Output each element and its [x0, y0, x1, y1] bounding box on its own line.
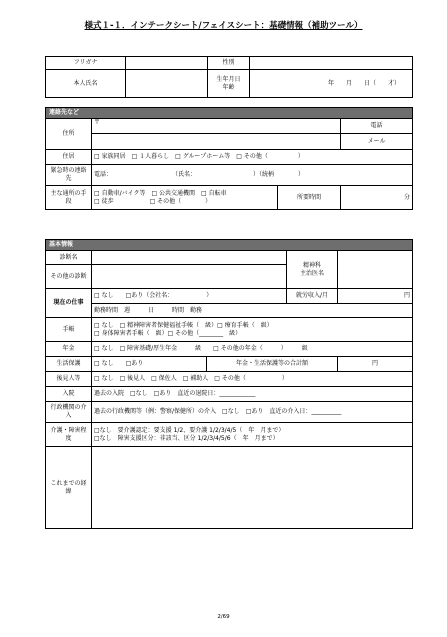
work-hours-field[interactable]: 勤務時間 週 日 時間 勤務	[92, 304, 413, 318]
care-line-2: □なし 障害支援区分：非該当、区分 1/2/3/4/5/6（ 年 月まで）	[94, 434, 279, 442]
job-options[interactable]: □ なし □あり（会社名： ）	[92, 289, 287, 304]
basic-info-table	[45, 239, 413, 529]
contact-section-header: 連絡先など	[46, 108, 413, 119]
psychiatry-label: 精神科	[302, 261, 321, 269]
pension-label: 年金	[46, 342, 92, 357]
income-label: 就労収入/月	[287, 289, 338, 304]
residence-label: 住居	[46, 150, 92, 165]
total-amount-label: 年金・生活保護等の合計額	[207, 357, 338, 372]
commute-line-1: □ 自動車/バイク等 □ 公共交通機関 □ 自転車	[94, 189, 227, 197]
required-time-label: 所要時間	[278, 186, 341, 210]
phone-label: 電話	[341, 119, 413, 134]
care-options[interactable]	[92, 423, 413, 447]
care-line-1: □なし 要介護認定：要支援 1/2、要介護 1/2/3/4/5（ 年 月まで）	[94, 426, 285, 434]
handbook-options[interactable]	[92, 318, 413, 342]
contact-table	[45, 107, 413, 210]
gender-field[interactable]	[250, 57, 413, 70]
doctor-field[interactable]	[338, 251, 413, 289]
name-label: 本人氏名	[46, 70, 126, 98]
birth-age-label	[208, 70, 250, 98]
doctor-label	[287, 251, 338, 289]
history-field[interactable]	[92, 447, 413, 529]
hospital-label: 入院	[46, 387, 92, 402]
minutes-field[interactable]: 分	[341, 186, 413, 210]
welfare-options[interactable]: □ なし □あり	[92, 357, 207, 372]
pension-options[interactable]: □ なし □ 障害基礎/厚生年金 級 □ その他の年金（ ） 級	[92, 342, 413, 357]
age-label: 年齢	[222, 83, 235, 91]
diagnosis-field[interactable]	[92, 251, 287, 265]
other-diagnosis-field[interactable]	[92, 265, 287, 289]
care-label: 介護・障害程度	[46, 423, 92, 447]
page-number: 2/69	[217, 614, 230, 620]
address-field[interactable]: 〒	[92, 119, 341, 134]
other-diagnosis-label: その他の診断	[46, 265, 92, 289]
emergency-field[interactable]: 電話： （氏名： ）（続柄 ）	[92, 165, 413, 186]
current-job-label: 現在の仕事	[46, 289, 92, 318]
handbook-line-2: □ 身体障害者手帳（ 級）□ その他（________ 級）	[94, 329, 242, 337]
basic-section-header: 基本情報	[46, 240, 413, 251]
commute-label: 主な通所の手段	[46, 186, 92, 210]
diagnosis-label: 診断名	[46, 251, 92, 265]
total-amount-field[interactable]: 円	[338, 357, 413, 372]
name-field[interactable]	[126, 70, 208, 98]
doctor-name-label: 主治医名	[299, 269, 324, 277]
emergency-label: 緊急時の連絡先	[46, 165, 92, 186]
furigana-label: フリガナ	[46, 57, 126, 70]
commute-options[interactable]	[92, 186, 278, 210]
furigana-field[interactable]	[126, 57, 208, 70]
hospital-field[interactable]: 過去の入院 □なし □あり 直近の退院日：____________	[92, 387, 413, 402]
residence-options[interactable]: □ 家族同居 □ １人暮らし □ グループホーム等 □ その他（ ）	[92, 150, 413, 165]
commute-line-2: □ 徒歩 □ その他（ ）	[94, 197, 212, 205]
agency-label: 行政機関の介入	[46, 402, 92, 423]
history-label: これまでの経緯	[46, 447, 92, 529]
birth-age-field[interactable]: 年 月 日（ 才）	[250, 70, 413, 98]
guardian-options[interactable]: □ なし □ 後見人 □ 保佐人 □ 補助人 □ その他（ ）	[92, 372, 413, 387]
agency-field[interactable]: 過去の行政機関等（例：警察/保健所）の介入 □なし □あり 直近の介入日：__________	[92, 402, 413, 423]
document-title: 様式１-１．インテークシート/フェイスシート：基礎情報（補助ツール）	[84, 21, 363, 31]
income-field[interactable]: 円	[338, 289, 413, 304]
personal-info-table	[45, 56, 413, 98]
handbook-label: 手帳	[46, 318, 92, 342]
guardian-label: 後見人等	[46, 372, 92, 387]
mail-label: メール	[341, 134, 413, 150]
welfare-label: 生活保護	[46, 357, 92, 372]
address-label: 住所	[46, 119, 92, 150]
birth-label: 生年月日	[216, 75, 241, 83]
handbook-line-1: □ なし □ 精神障害者保健福祉手帳（ 級）□ 療育手帳（ 級）	[94, 321, 273, 329]
gender-label: 性別	[208, 57, 250, 70]
address-field-2[interactable]	[92, 134, 341, 150]
